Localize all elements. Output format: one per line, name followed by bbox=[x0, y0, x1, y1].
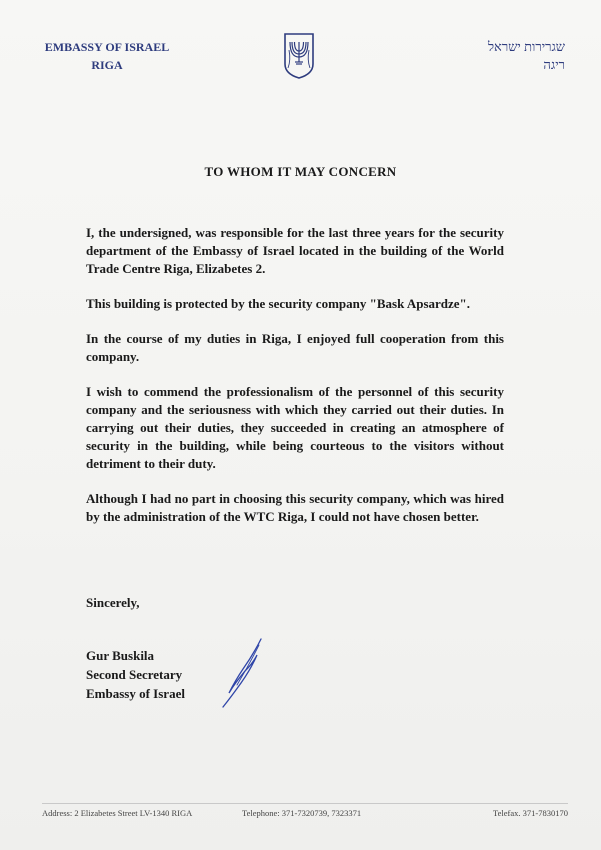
letterhead-hebrew bbox=[435, 38, 565, 74]
body-paragraph: I wish to commend the professionalism of the personnel of this security company and the seriousness with which they carried out their duties. In carrying out their duties, they succeeded in creating an atmosphere of security in the building, while being courteous to the visitors without detriment to their duty. bbox=[86, 384, 504, 471]
letter-title: TO WHOM IT MAY CONCERN bbox=[204, 164, 397, 179]
letterhead-city: RIGA bbox=[91, 58, 123, 72]
signatory-name: Gur Buskila bbox=[86, 648, 155, 663]
letter-body bbox=[86, 224, 504, 543]
letterhead-city-hebrew: ריגה bbox=[543, 57, 565, 72]
footer-divider bbox=[42, 803, 568, 804]
signatory-position: Second Secretary bbox=[86, 667, 183, 682]
handwritten-signature-icon bbox=[213, 635, 273, 710]
body-paragraph: In the course of my duties in Riga, I enjoyed full cooperation from this company. bbox=[86, 331, 504, 364]
body-paragraph: I, the undersigned, was responsible for the last three years for the security department of the Embassy of Israel located in the building of the World Trade Centre Riga, Elizabetes 2. bbox=[86, 225, 504, 276]
body-paragraph: This building is protected by the security company "Bask Apsardze". bbox=[86, 296, 471, 311]
letter-closing: Sincerely, bbox=[86, 595, 140, 610]
menorah-emblem-icon bbox=[279, 30, 319, 80]
footer-telefax: Telefax. 371-7830170 bbox=[493, 808, 568, 818]
signatory-block bbox=[86, 646, 185, 703]
footer-address: Address: 2 Elizabetes Street LV-1340 RIGA bbox=[42, 808, 193, 818]
body-paragraph: Although I had no part in choosing this security company, which was hired by the administration of the WTC Riga, I could not have chosen better. bbox=[86, 491, 504, 524]
letterhead-embassy-name-hebrew: שגרירות ישראל bbox=[487, 39, 565, 54]
letterhead-embassy-name: EMBASSY OF ISRAEL bbox=[44, 40, 170, 54]
footer-telephone: Telephone: 371-7320739, 7323371 bbox=[242, 808, 362, 818]
letterhead-english bbox=[42, 38, 172, 74]
signatory-organization: Embassy of Israel bbox=[86, 686, 185, 701]
